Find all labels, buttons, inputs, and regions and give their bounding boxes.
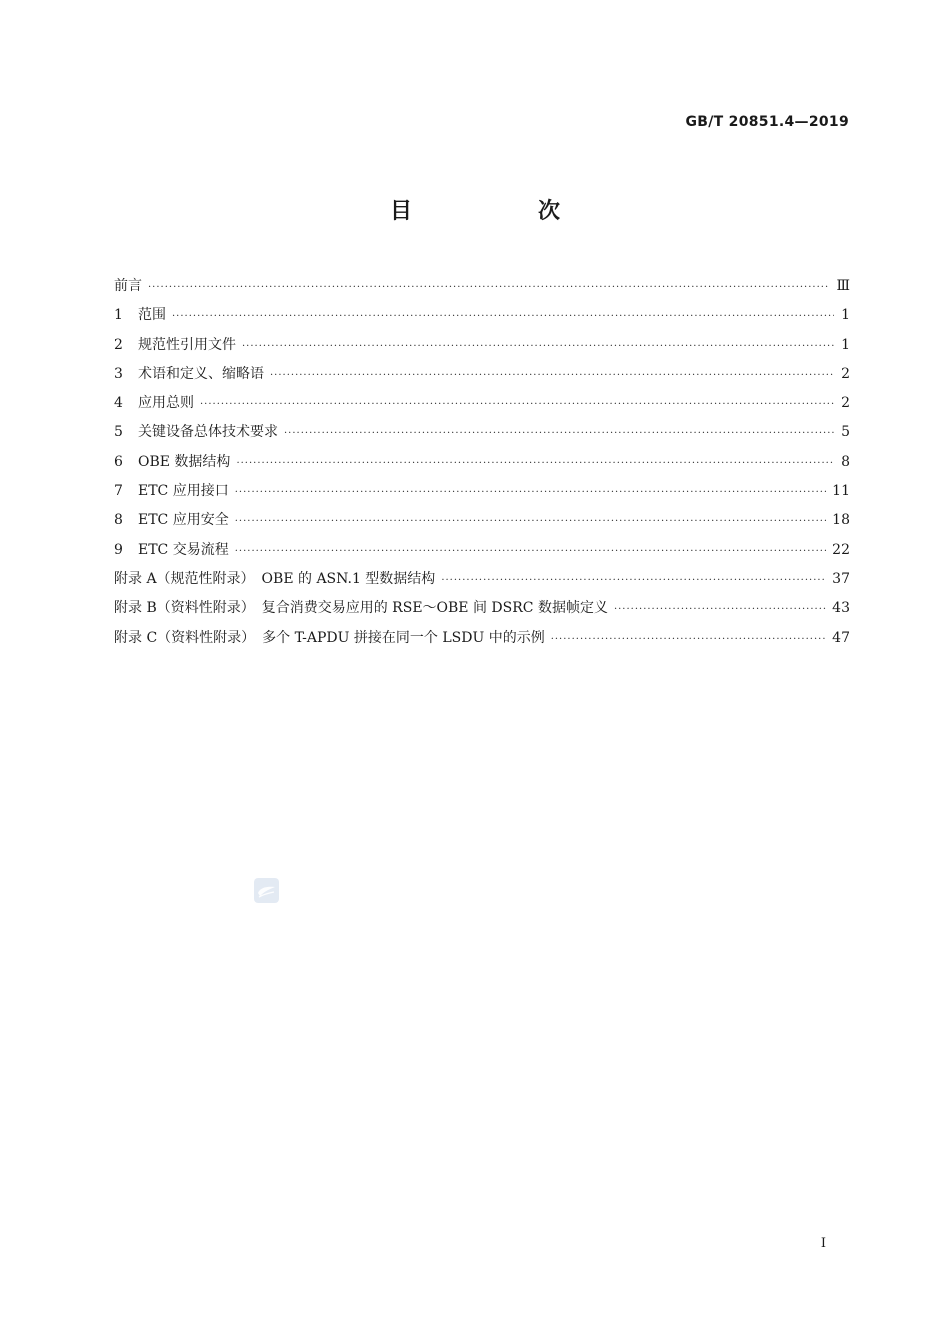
toc-entry-number: 9 bbox=[114, 541, 123, 558]
toc-entry-title: ETC 应用接口 bbox=[138, 483, 229, 500]
toc-list bbox=[114, 272, 850, 653]
toc-page-number: 8 bbox=[841, 453, 850, 470]
toc-entry-number: 3 bbox=[114, 365, 123, 382]
toc-entry-title: ETC 交易流程 bbox=[138, 541, 229, 558]
toc-entry-2[interactable] bbox=[114, 331, 850, 360]
toc-entry-appendix-a[interactable] bbox=[114, 565, 850, 594]
toc-entry-title: 前言 bbox=[114, 278, 142, 294]
sdc-watermark-icon bbox=[254, 878, 279, 903]
toc-entry-title: 规范性引用文件 bbox=[138, 336, 236, 353]
toc-entry-number: 1 bbox=[114, 307, 123, 324]
toc-entry-label bbox=[114, 448, 236, 477]
toc-page-number: 2 bbox=[841, 395, 850, 412]
toc-entry-number: 5 bbox=[114, 424, 123, 441]
toc-entry-title: 术语和定义、缩略语 bbox=[138, 365, 264, 382]
toc-entry-label bbox=[114, 331, 242, 360]
toc-leader bbox=[148, 273, 830, 302]
toc-leader bbox=[270, 361, 834, 390]
toc-leader bbox=[200, 390, 834, 419]
toc-page-number: 22 bbox=[832, 541, 850, 558]
toc-entry-6[interactable] bbox=[114, 448, 850, 477]
toc-entry-4[interactable] bbox=[114, 389, 850, 418]
toc-entry-label bbox=[114, 360, 270, 389]
toc-entry-label bbox=[114, 418, 284, 447]
toc-leader bbox=[614, 595, 826, 624]
toc-entry-title: 关键设备总体技术要求 bbox=[138, 424, 278, 441]
toc-entry-title: OBE 数据结构 bbox=[138, 453, 231, 470]
toc-entry-label bbox=[114, 301, 172, 330]
toc-page-number: 1 bbox=[841, 336, 850, 353]
toc-leader bbox=[242, 332, 834, 361]
toc-entry-title: 附录 A（规范性附录） OBE 的 ASN.1 型数据结构 bbox=[114, 570, 436, 587]
toc-entry-label bbox=[114, 624, 551, 653]
toc-leader bbox=[235, 478, 826, 507]
toc-entry-title: 范围 bbox=[138, 307, 166, 324]
toc-entry-title: 附录 C（资料性附录） 多个 T-APDU 拼接在同一个 LSDU 中的示例 bbox=[114, 629, 545, 646]
toc-entry-title: ETC 应用安全 bbox=[138, 512, 229, 529]
toc-leader bbox=[235, 537, 826, 566]
toc-page-number: 47 bbox=[832, 629, 850, 646]
toc-leader bbox=[441, 566, 826, 595]
standard-number: GB/T 20851.4—2019 bbox=[685, 114, 849, 130]
toc-entry-number: 7 bbox=[114, 483, 123, 500]
toc-entry-number: 8 bbox=[114, 512, 123, 529]
toc-page-number: 1 bbox=[841, 307, 850, 324]
toc-leader bbox=[235, 507, 826, 536]
toc-entry-5[interactable] bbox=[114, 418, 850, 447]
toc-entry-label bbox=[114, 536, 235, 565]
toc-page-number: 5 bbox=[841, 424, 850, 441]
toc-entry-number: 4 bbox=[114, 395, 123, 412]
toc-entry-3[interactable] bbox=[114, 360, 850, 389]
toc-entry-label bbox=[114, 272, 148, 301]
toc-leader bbox=[284, 419, 834, 448]
toc-entry-label bbox=[114, 389, 200, 418]
toc-page-number: 43 bbox=[832, 600, 850, 617]
toc-page-number: 37 bbox=[832, 570, 850, 587]
toc-entry-label bbox=[114, 594, 614, 623]
toc-entry-1[interactable] bbox=[114, 301, 850, 330]
toc-title: 目 次 bbox=[389, 199, 612, 224]
toc-entry-label bbox=[114, 565, 441, 594]
toc-entry-label bbox=[114, 506, 235, 535]
toc-entry-9[interactable] bbox=[114, 536, 850, 565]
toc-entry-7[interactable] bbox=[114, 477, 850, 506]
toc-entry-appendix-b[interactable] bbox=[114, 594, 850, 623]
toc-entry-title: 附录 B（资料性附录） 复合消费交易应用的 RSE～OBE 间 DSRC 数据帧定义 bbox=[114, 600, 608, 617]
toc-entry-number: 6 bbox=[114, 453, 123, 470]
toc-entry-foreword[interactable] bbox=[114, 272, 850, 301]
toc-leader bbox=[172, 302, 834, 331]
toc-leader bbox=[236, 449, 834, 478]
toc-page-number: 2 bbox=[841, 365, 850, 382]
toc-page-number: 11 bbox=[832, 483, 850, 500]
toc-entry-appendix-c[interactable] bbox=[114, 624, 850, 653]
toc-entry-number: 2 bbox=[114, 336, 123, 353]
toc-entry-label bbox=[114, 477, 235, 506]
toc-page-number: 18 bbox=[832, 512, 850, 529]
toc-page-number: Ⅲ bbox=[836, 278, 850, 294]
toc-entry-title: 应用总则 bbox=[138, 395, 194, 412]
page-number: Ⅰ bbox=[820, 1236, 826, 1251]
toc-leader bbox=[551, 625, 826, 654]
toc-entry-8[interactable] bbox=[114, 506, 850, 535]
